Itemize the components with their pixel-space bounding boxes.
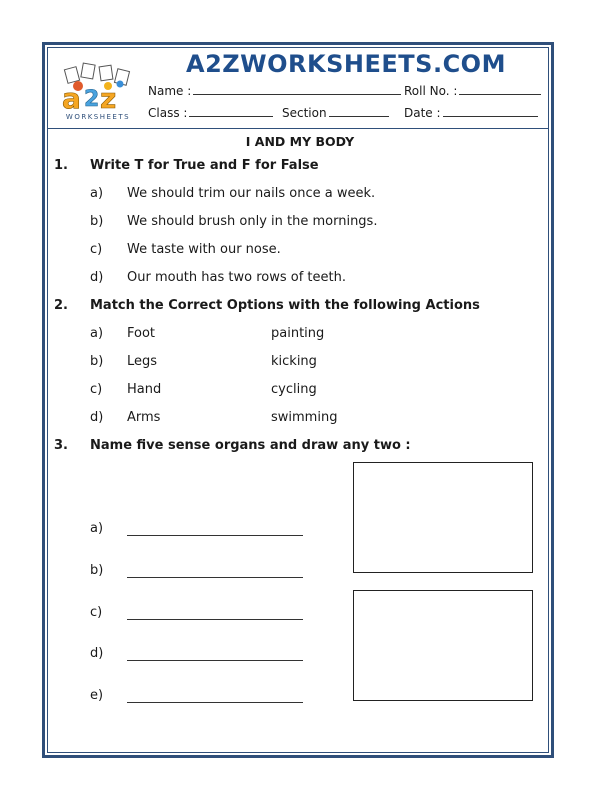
q1-item-label: d)	[90, 270, 104, 285]
answer-line[interactable]	[127, 660, 303, 661]
name-label: Name :	[148, 84, 192, 98]
q3-text: Name five sense organs and draw any two :	[90, 438, 411, 453]
q2-item-label: a)	[90, 326, 104, 341]
roll-field[interactable]	[404, 84, 541, 98]
q2-item-left: Hand	[127, 382, 162, 397]
section-label: Section	[282, 106, 327, 120]
q2-item-label: b)	[90, 354, 104, 369]
q3-number: 3.	[54, 438, 68, 453]
roll-line[interactable]	[459, 84, 541, 95]
q2-item-right: swimming	[271, 410, 338, 425]
q2-item-label: c)	[90, 382, 103, 397]
q3-label: a)	[90, 521, 104, 536]
svg-text:z: z	[100, 82, 117, 115]
section-line[interactable]	[329, 106, 389, 117]
class-field[interactable]	[148, 106, 273, 120]
q1-item-text: Our mouth has two rows of teeth.	[127, 270, 346, 285]
q2-item-right: painting	[271, 326, 325, 341]
q1-item-text: We should trim our nails once a week.	[127, 186, 376, 201]
logo-text: WORKSHEETS	[65, 113, 131, 121]
svg-text:a: a	[62, 82, 81, 115]
a2z-logo	[58, 62, 138, 122]
date-field[interactable]	[404, 106, 538, 120]
q1-text: Write T for True and F for False	[90, 158, 319, 173]
q3-label: e)	[90, 688, 104, 703]
q1-item-label: a)	[90, 186, 104, 201]
q3-label: b)	[90, 563, 104, 578]
q1-number: 1.	[54, 158, 68, 173]
header-divider	[47, 128, 549, 129]
answer-line[interactable]	[127, 535, 303, 536]
q3-label: c)	[90, 605, 103, 620]
q1-item-label: b)	[90, 214, 104, 229]
q2-item-left: Legs	[127, 354, 158, 369]
q1-item-text: We should brush only in the mornings.	[127, 214, 378, 229]
q2-item-label: d)	[90, 410, 104, 425]
q2-item-left: Arms	[127, 410, 161, 425]
drawing-box[interactable]	[353, 590, 533, 701]
name-line[interactable]	[193, 84, 401, 95]
q2-item-left: Foot	[127, 326, 156, 341]
q3-label: d)	[90, 646, 104, 661]
date-label: Date :	[404, 106, 441, 120]
roll-label: Roll No. :	[404, 84, 458, 98]
q2-item-right: cycling	[271, 382, 317, 397]
answer-line[interactable]	[127, 702, 303, 703]
q1-item-label: c)	[90, 242, 103, 257]
site-name: A2ZWORKSHEETS.COM	[186, 50, 506, 78]
q2-text: Match the Correct Options with the following Actions	[90, 298, 480, 313]
svg-text:2: 2	[84, 87, 100, 112]
class-label: Class :	[148, 106, 188, 120]
q2-item-right: kicking	[271, 354, 317, 369]
answer-line[interactable]	[127, 619, 303, 620]
date-line[interactable]	[443, 106, 538, 117]
q1-item-text: We taste with our nose.	[127, 242, 281, 257]
section-field[interactable]	[282, 106, 389, 120]
drawing-box[interactable]	[353, 462, 533, 573]
class-line[interactable]	[189, 106, 273, 117]
answer-line[interactable]	[127, 577, 303, 578]
q2-number: 2.	[54, 298, 68, 313]
worksheet-title: I AND MY BODY	[245, 134, 355, 149]
name-field[interactable]	[148, 84, 401, 98]
